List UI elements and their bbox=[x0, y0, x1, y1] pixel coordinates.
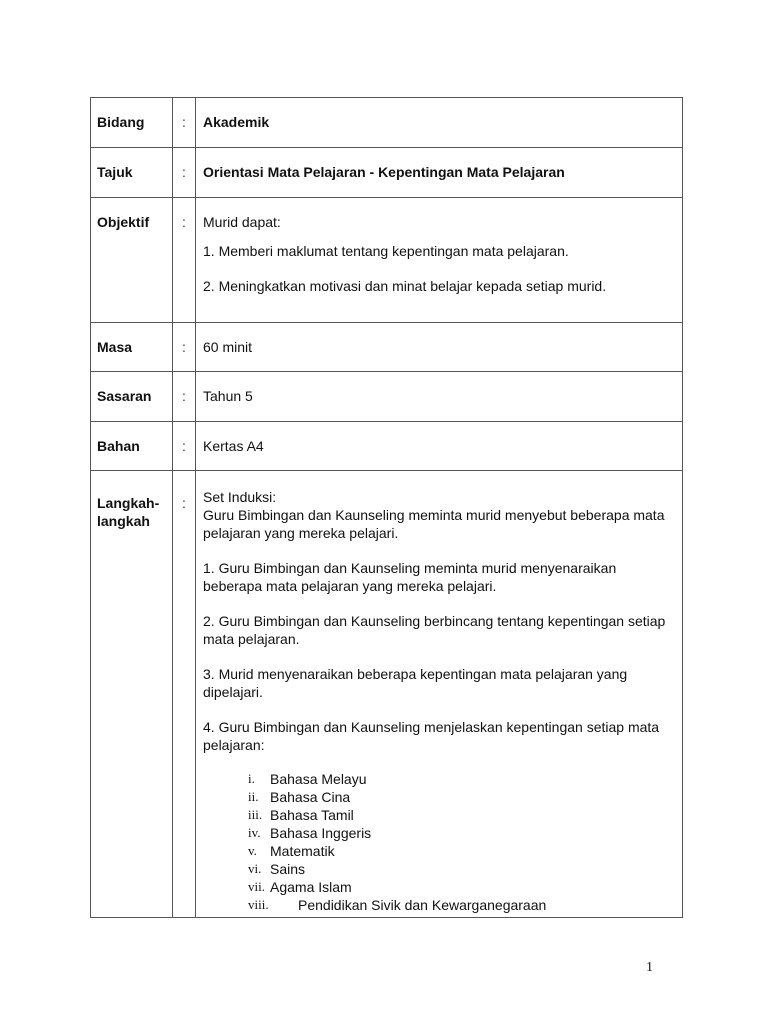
subject-name: Agama Islam bbox=[270, 879, 352, 895]
value-objektif bbox=[196, 198, 683, 323]
list-number: ii. bbox=[248, 789, 259, 804]
colon: : bbox=[173, 422, 196, 471]
label-langkah-line1: Langkah- bbox=[97, 495, 160, 511]
subject-name: Bahasa Cina bbox=[270, 789, 351, 805]
step-2: 2. Guru Bimbingan dan Kaunseling berbincang tentang kepentingan setiap mata pelajaran. bbox=[203, 613, 666, 647]
value-langkah bbox=[196, 471, 683, 918]
colon: : bbox=[173, 471, 196, 918]
list-number: i. bbox=[248, 771, 255, 786]
subject-list bbox=[203, 770, 674, 914]
label-objektif: Objektif bbox=[91, 198, 173, 323]
subject-name: Sains bbox=[270, 861, 306, 877]
value-masa: 60 minit bbox=[196, 323, 683, 372]
label-bidang: Bidang bbox=[91, 98, 173, 148]
step-4: 4. Guru Bimbingan dan Kaunseling menjelaskan kepentingan setiap mata pelajaran: bbox=[203, 719, 660, 753]
list-number: vi. bbox=[248, 861, 262, 876]
subject-name: Pendidikan Sivik dan Kewarganegaraan bbox=[298, 897, 547, 913]
value-tajuk: Orientasi Mata Pelajaran - Kepentingan Mata Pelajaran bbox=[196, 148, 683, 198]
objektif-item-2: 2. Meningkatkan motivasi dan minat belajar kepada setiap murid. bbox=[203, 278, 607, 294]
subject-name: Bahasa Melayu bbox=[270, 771, 367, 787]
list-number: vii. bbox=[248, 879, 265, 894]
list-item bbox=[203, 824, 674, 842]
list-number: viii. bbox=[248, 897, 269, 912]
list-item bbox=[203, 896, 674, 914]
set-induksi-text: Guru Bimbingan dan Kaunseling meminta murid menyebut beberapa mata pelajaran yang mereka pelajari. bbox=[203, 507, 665, 541]
row-sasaran bbox=[91, 372, 683, 422]
label-masa: Masa bbox=[91, 323, 173, 372]
row-objektif bbox=[91, 198, 683, 323]
subject-name: Bahasa Tamil bbox=[270, 807, 354, 823]
list-item bbox=[203, 806, 674, 824]
label-sasaran: Sasaran bbox=[91, 372, 173, 422]
set-induksi-title: Set Induksi: bbox=[203, 489, 277, 505]
list-item bbox=[203, 860, 674, 878]
objektif-item-1: 1. Memberi maklumat tentang kepentingan mata pelajaran. bbox=[203, 243, 569, 259]
lesson-plan-table bbox=[90, 97, 683, 918]
list-item bbox=[203, 788, 674, 806]
label-tajuk: Tajuk bbox=[91, 148, 173, 198]
list-item bbox=[203, 878, 674, 896]
value-bidang: Akademik bbox=[196, 98, 683, 148]
colon: : bbox=[173, 198, 196, 323]
value-bahan: Kertas A4 bbox=[196, 422, 683, 471]
step-3: 3. Murid menyenaraikan beberapa kepentingan mata pelajaran yang dipelajari. bbox=[203, 666, 628, 700]
list-item bbox=[203, 842, 674, 860]
value-sasaran: Tahun 5 bbox=[196, 372, 683, 422]
colon: : bbox=[173, 372, 196, 422]
row-masa bbox=[91, 323, 683, 372]
colon: : bbox=[173, 148, 196, 198]
step-1: 1. Guru Bimbingan dan Kaunseling meminta murid menyenaraikan beberapa mata pelajaran yang mereka pelajari. bbox=[203, 560, 617, 594]
colon: : bbox=[173, 323, 196, 372]
subject-name: Matematik bbox=[270, 843, 335, 859]
list-item bbox=[203, 770, 674, 788]
label-langkah bbox=[91, 471, 173, 918]
row-langkah bbox=[91, 471, 683, 918]
page-number: 1 bbox=[646, 960, 653, 975]
list-number: iv. bbox=[248, 825, 261, 840]
label-langkah-line2: langkah bbox=[97, 513, 150, 529]
objektif-intro: Murid dapat: bbox=[203, 214, 281, 230]
label-bahan: Bahan bbox=[91, 422, 173, 471]
subject-name: Bahasa Inggeris bbox=[270, 825, 372, 841]
list-number: v. bbox=[248, 843, 257, 858]
list-number: iii. bbox=[248, 807, 263, 822]
row-bidang bbox=[91, 98, 683, 148]
row-tajuk bbox=[91, 148, 683, 198]
colon: : bbox=[173, 98, 196, 148]
row-bahan bbox=[91, 422, 683, 471]
